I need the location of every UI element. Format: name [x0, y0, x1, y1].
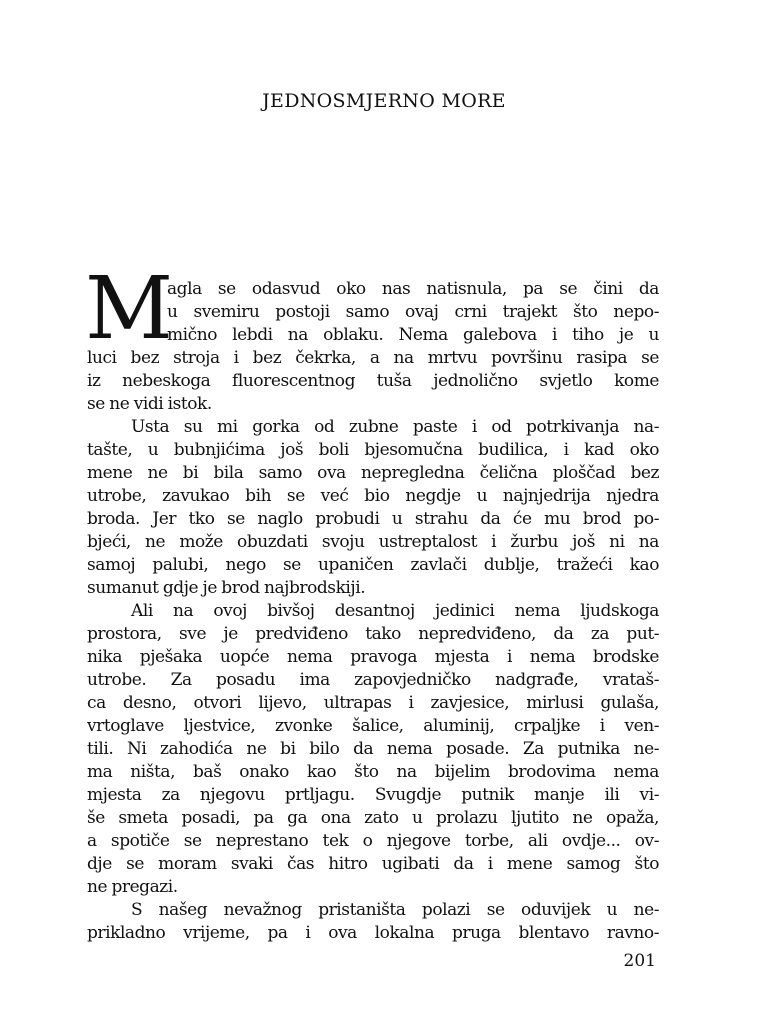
text-line: ca desno, otvori lijevo, ultrapas i zavjesice, mirlusi gulaša,	[87, 693, 659, 713]
text-line: še smeta posadi, pa ga ona zato u prolazu ljutito ne opaža,	[87, 808, 659, 828]
page-number: 201	[623, 951, 656, 971]
text-line: u svemiru postoji samo ovaj crni trajekt što nepo-	[167, 302, 659, 322]
text-line: utrobe, zavukao bih se već bio negdje u najnjedrija njedra	[87, 486, 659, 506]
text-line: iz nebeskoga fluorescentnog tuša jednolično svjetlo kome	[87, 371, 659, 391]
text-line: nika pješaka uopće nema pravoga mjesta i nema brodske	[87, 647, 659, 667]
body-text	[87, 278, 659, 945]
text-line: tašte, u bubnjićima još boli bjesomučna budilica, i kad oko	[87, 440, 659, 460]
text-line: mično lebdi na oblaku. Nema galebova i tiho je u	[167, 325, 659, 345]
text-line: broda. Jer tko se naglo probudi u strahu da će mu brod po-	[87, 509, 659, 529]
text-line: dje se moram svaki čas hitro ugibati da i mene samog što	[87, 854, 659, 874]
text-line: mene ne bi bila samo ova nepregledna čelična ploščad bez	[87, 463, 659, 483]
text-line: bjeći, ne može obuzdati svoju ustreptalost i žurbu još ni na	[87, 532, 659, 552]
text-line: prikladno vrijeme, pa i ova lokalna pruga blentavo ravno-	[87, 923, 659, 943]
text-line: ne pregazi.	[87, 877, 178, 897]
text-line: utrobe. Za posadu ima zapovjedničko nadgrađe, vrataš-	[87, 670, 659, 690]
text-line: samoj palubi, nego se upaničen zavlači dublje, tražeći kao	[87, 555, 659, 575]
text-line: mjesta za njegovu prtljagu. Svugdje putnik manje ili vi-	[87, 785, 659, 805]
text-line: agla se odasvud oko nas natisnula, pa se čini da	[167, 279, 659, 299]
text-line: se ne vidi istok.	[87, 394, 212, 414]
text-line: luci bez stroja i bez čekrka, a na mrtvu površinu rasipa se	[87, 348, 659, 368]
text-line: vrtoglave ljestvice, zvonke šalice, aluminij, crpaljke i ven-	[87, 716, 659, 736]
text-line: S našeg nevažnog pristaništa polazi se oduvijek u ne-	[131, 900, 659, 920]
text-line: sumanut gdje je brod najbrodskiji.	[87, 578, 366, 598]
drop-cap: M	[85, 259, 174, 359]
text-line: tili. Ni zahodića ne bi bilo da nema posade. Za putnika ne-	[87, 739, 659, 759]
text-line: Usta su mi gorka od zubne paste i od potrkivanja na-	[131, 417, 659, 437]
text-line: ma ništa, baš onako kao što na bijelim brodovima nema	[87, 762, 659, 782]
text-line: prostora, sve je predviđeno tako nepredviđeno, da za put-	[87, 624, 659, 644]
chapter-title: JEDNOSMJERNO MORE	[262, 90, 506, 112]
text-line: Ali na ovoj bivšoj desantnoj jedinici nema ljudskoga	[131, 601, 659, 621]
text-line: a spotiče se neprestano tek o njegove torbe, ali ovdje... ov-	[87, 831, 659, 851]
